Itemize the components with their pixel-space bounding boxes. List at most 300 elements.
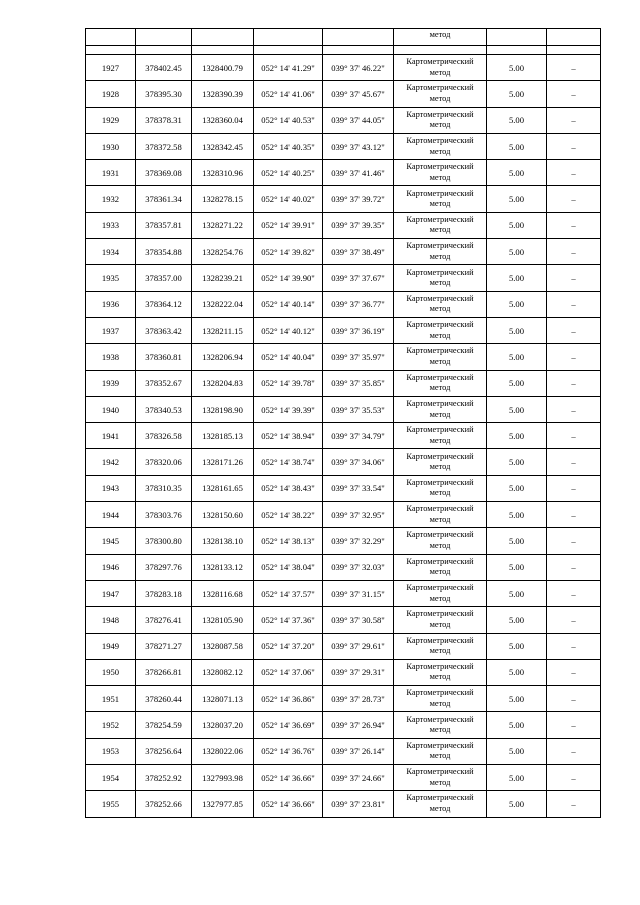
table-row xyxy=(86,81,601,107)
cell-empty xyxy=(547,29,601,46)
method-line-1: Картометрический xyxy=(406,635,474,645)
point-number-cell: 1944 xyxy=(86,502,136,528)
accuracy-cell: 5.00 xyxy=(487,344,547,370)
method-line-1: Картометрический xyxy=(406,793,474,803)
longitude-cell: 039° 37' 38.49" xyxy=(323,239,394,265)
method-line-1: Картометрический xyxy=(406,320,474,330)
note-cell: – xyxy=(547,160,601,186)
x-coordinate-cell: 378252.92 xyxy=(136,765,192,791)
latitude-cell: 052° 14' 37.57" xyxy=(254,580,323,606)
method-line-2: метод xyxy=(429,278,451,288)
table-row xyxy=(86,502,601,528)
method-line-1: Картометрический xyxy=(406,83,474,93)
latitude-cell: 052° 14' 36.66" xyxy=(254,765,323,791)
method-line-2: метод xyxy=(429,540,451,550)
accuracy-cell: 5.00 xyxy=(487,133,547,159)
method-cell xyxy=(394,160,487,186)
note-cell: – xyxy=(547,107,601,133)
x-coordinate-cell: 378252.66 xyxy=(136,791,192,817)
note-cell: – xyxy=(547,528,601,554)
method-cell xyxy=(394,291,487,317)
table-row xyxy=(86,344,601,370)
note-cell: – xyxy=(547,186,601,212)
accuracy-cell: 5.00 xyxy=(487,212,547,238)
method-line-1: Картометрический xyxy=(406,241,474,251)
note-cell: – xyxy=(547,449,601,475)
method-cell xyxy=(394,791,487,817)
note-cell: – xyxy=(547,317,601,343)
accuracy-cell: 5.00 xyxy=(487,659,547,685)
y-coordinate-cell: 1328185.13 xyxy=(192,423,254,449)
cell-empty xyxy=(86,46,136,55)
point-number-cell: 1937 xyxy=(86,317,136,343)
accuracy-cell: 5.00 xyxy=(487,554,547,580)
method-cell xyxy=(394,133,487,159)
method-line-1: Картометрический xyxy=(406,372,474,382)
accuracy-cell: 5.00 xyxy=(487,633,547,659)
method-line-2: метод xyxy=(429,225,451,235)
method-tail: метод xyxy=(394,29,487,46)
x-coordinate-cell: 378297.76 xyxy=(136,554,192,580)
x-coordinate-cell: 378310.35 xyxy=(136,475,192,501)
longitude-cell: 039° 37' 34.79" xyxy=(323,423,394,449)
accuracy-cell: 5.00 xyxy=(487,791,547,817)
y-coordinate-cell: 1328116.68 xyxy=(192,580,254,606)
table-row xyxy=(86,239,601,265)
longitude-cell: 039° 37' 28.73" xyxy=(323,686,394,712)
note-cell: – xyxy=(547,686,601,712)
y-coordinate-cell: 1328171.26 xyxy=(192,449,254,475)
latitude-cell: 052° 14' 40.04" xyxy=(254,344,323,370)
table-row xyxy=(86,212,601,238)
cell-empty xyxy=(136,46,192,55)
latitude-cell: 052° 14' 39.78" xyxy=(254,370,323,396)
longitude-cell: 039° 37' 37.67" xyxy=(323,265,394,291)
point-number-cell: 1953 xyxy=(86,738,136,764)
method-cell xyxy=(394,344,487,370)
table-row xyxy=(86,475,601,501)
method-line-2: метод xyxy=(429,67,451,77)
y-coordinate-cell: 1328390.39 xyxy=(192,81,254,107)
y-coordinate-cell: 1328037.20 xyxy=(192,712,254,738)
accuracy-cell: 5.00 xyxy=(487,239,547,265)
longitude-cell: 039° 37' 35.97" xyxy=(323,344,394,370)
longitude-cell: 039° 37' 30.58" xyxy=(323,607,394,633)
method-cell xyxy=(394,423,487,449)
longitude-cell: 039° 37' 39.35" xyxy=(323,212,394,238)
note-cell: – xyxy=(547,633,601,659)
point-number-cell: 1951 xyxy=(86,686,136,712)
accuracy-cell: 5.00 xyxy=(487,160,547,186)
x-coordinate-cell: 378402.45 xyxy=(136,55,192,81)
table-row xyxy=(86,291,601,317)
latitude-cell: 052° 14' 40.53" xyxy=(254,107,323,133)
x-coordinate-cell: 378378.31 xyxy=(136,107,192,133)
method-line-1: Картометрический xyxy=(406,399,474,408)
x-coordinate-cell: 378361.34 xyxy=(136,186,192,212)
accuracy-cell: 5.00 xyxy=(487,765,547,791)
method-line-1: Картометрический xyxy=(406,214,474,224)
method-line-1: Картометрический xyxy=(406,609,474,619)
point-number-cell: 1931 xyxy=(86,160,136,186)
method-cell xyxy=(394,370,487,396)
x-coordinate-cell: 378320.06 xyxy=(136,449,192,475)
longitude-cell: 039° 37' 45.67" xyxy=(323,81,394,107)
method-cell xyxy=(394,265,487,291)
note-cell: – xyxy=(547,55,601,81)
y-coordinate-cell: 1328278.15 xyxy=(192,186,254,212)
y-coordinate-cell: 1328198.90 xyxy=(192,396,254,422)
longitude-cell: 039° 37' 36.19" xyxy=(323,317,394,343)
method-cell xyxy=(394,712,487,738)
latitude-cell: 052° 14' 38.74" xyxy=(254,449,323,475)
latitude-cell: 052° 14' 39.91" xyxy=(254,212,323,238)
x-coordinate-cell: 378395.30 xyxy=(136,81,192,107)
y-coordinate-cell: 1328271.22 xyxy=(192,212,254,238)
latitude-cell: 052° 14' 39.90" xyxy=(254,265,323,291)
note-cell: – xyxy=(547,580,601,606)
table-row xyxy=(86,265,601,291)
accuracy-cell: 5.00 xyxy=(487,607,547,633)
method-line-1: Картометрический xyxy=(406,767,474,777)
method-cell xyxy=(394,686,487,712)
note-cell: – xyxy=(547,133,601,159)
x-coordinate-cell: 378276.41 xyxy=(136,607,192,633)
x-coordinate-cell: 378303.76 xyxy=(136,502,192,528)
method-line-1: Картометрический xyxy=(406,346,474,356)
method-cell xyxy=(394,502,487,528)
table-row xyxy=(86,396,601,422)
y-coordinate-cell: 1328206.94 xyxy=(192,344,254,370)
table-row xyxy=(86,580,601,606)
cell-empty xyxy=(86,29,136,46)
x-coordinate-cell: 378360.81 xyxy=(136,344,192,370)
method-cell xyxy=(394,738,487,764)
table-row xyxy=(86,659,601,685)
method-cell xyxy=(394,633,487,659)
latitude-cell: 052° 14' 38.13" xyxy=(254,528,323,554)
latitude-cell: 052° 14' 40.12" xyxy=(254,317,323,343)
method-cell xyxy=(394,317,487,343)
note-cell: – xyxy=(547,791,601,817)
x-coordinate-cell: 378352.67 xyxy=(136,370,192,396)
point-number-cell: 1935 xyxy=(86,265,136,291)
method-cell xyxy=(394,580,487,606)
point-number-cell: 1949 xyxy=(86,633,136,659)
table-row xyxy=(86,317,601,343)
method-line-1: Картометрический xyxy=(406,530,474,540)
latitude-cell: 052° 14' 37.36" xyxy=(254,607,323,633)
method-line-2: метод xyxy=(429,409,451,419)
method-line-1: Картометрический xyxy=(406,267,474,277)
y-coordinate-cell: 1328360.04 xyxy=(192,107,254,133)
method-cell xyxy=(394,554,487,580)
method-line-1: Картометрический xyxy=(406,583,474,593)
method-line-2: метод xyxy=(429,199,451,209)
latitude-cell: 052° 14' 39.39" xyxy=(254,396,323,422)
method-cell xyxy=(394,607,487,633)
table-row xyxy=(86,186,601,212)
latitude-cell: 052° 14' 37.20" xyxy=(254,633,323,659)
method-line-2: метод xyxy=(429,567,451,577)
accuracy-cell: 5.00 xyxy=(487,107,547,133)
accuracy-cell: 5.00 xyxy=(487,738,547,764)
latitude-cell: 052° 14' 40.14" xyxy=(254,291,323,317)
note-cell: – xyxy=(547,265,601,291)
point-number-cell: 1952 xyxy=(86,712,136,738)
y-coordinate-cell: 1328342.45 xyxy=(192,133,254,159)
cell-empty xyxy=(254,29,323,46)
method-line-2: метод xyxy=(429,646,451,656)
cell-empty xyxy=(192,46,254,55)
table-row xyxy=(86,528,601,554)
cell-empty xyxy=(487,29,547,46)
table-body xyxy=(86,29,601,818)
method-line-1: Картометрический xyxy=(406,714,474,724)
method-line-2: метод xyxy=(429,725,451,735)
cell-empty xyxy=(192,29,254,46)
x-coordinate-cell: 378357.00 xyxy=(136,265,192,291)
latitude-cell: 052° 14' 38.04" xyxy=(254,554,323,580)
longitude-cell: 039° 37' 31.15" xyxy=(323,580,394,606)
note-cell: – xyxy=(547,712,601,738)
longitude-cell: 039° 37' 41.46" xyxy=(323,160,394,186)
y-coordinate-cell: 1328133.12 xyxy=(192,554,254,580)
cell-empty xyxy=(547,46,601,55)
note-cell: – xyxy=(547,239,601,265)
y-coordinate-cell: 1328105.90 xyxy=(192,607,254,633)
y-coordinate-cell: 1328138.10 xyxy=(192,528,254,554)
latitude-cell: 052° 14' 38.94" xyxy=(254,423,323,449)
table-row xyxy=(86,133,601,159)
point-number-cell: 1942 xyxy=(86,449,136,475)
point-number-cell: 1943 xyxy=(86,475,136,501)
method-line-2: метод xyxy=(429,435,451,445)
longitude-cell: 039° 37' 35.85" xyxy=(323,370,394,396)
x-coordinate-cell: 378271.27 xyxy=(136,633,192,659)
note-cell: – xyxy=(547,81,601,107)
method-line-2: метод xyxy=(429,593,451,603)
point-number-cell: 1928 xyxy=(86,81,136,107)
y-coordinate-cell: 1328204.83 xyxy=(192,370,254,396)
y-coordinate-cell: 1328310.96 xyxy=(192,160,254,186)
method-line-2: метод xyxy=(429,462,451,472)
y-coordinate-cell: 1328150.60 xyxy=(192,502,254,528)
longitude-cell: 039° 37' 32.95" xyxy=(323,502,394,528)
note-cell: – xyxy=(547,212,601,238)
method-cell xyxy=(394,659,487,685)
point-number-cell: 1954 xyxy=(86,765,136,791)
note-cell: – xyxy=(547,475,601,501)
method-line-1: Картометрический xyxy=(406,740,474,750)
note-cell: – xyxy=(547,607,601,633)
method-cell xyxy=(394,765,487,791)
point-number-cell: 1955 xyxy=(86,791,136,817)
x-coordinate-cell: 378354.88 xyxy=(136,239,192,265)
method-line-2: метод xyxy=(429,330,451,340)
accuracy-cell: 5.00 xyxy=(487,580,547,606)
spacer-row xyxy=(86,46,601,55)
y-coordinate-cell: 1328071.13 xyxy=(192,686,254,712)
y-coordinate-cell: 1328082.12 xyxy=(192,659,254,685)
y-coordinate-cell: 1328022.06 xyxy=(192,738,254,764)
point-number-cell: 1950 xyxy=(86,659,136,685)
method-line-1: Картометрический xyxy=(406,162,474,172)
y-coordinate-cell: 1328161.65 xyxy=(192,475,254,501)
x-coordinate-cell: 378326.58 xyxy=(136,423,192,449)
accuracy-cell: 5.00 xyxy=(487,528,547,554)
y-coordinate-cell: 1328400.79 xyxy=(192,55,254,81)
accuracy-cell: 5.00 xyxy=(487,423,547,449)
table-row xyxy=(86,607,601,633)
method-line-2: метод xyxy=(429,304,451,314)
method-cell xyxy=(394,81,487,107)
y-coordinate-cell: 1327993.98 xyxy=(192,765,254,791)
method-cell xyxy=(394,239,487,265)
latitude-cell: 052° 14' 36.66" xyxy=(254,791,323,817)
x-coordinate-cell: 378254.59 xyxy=(136,712,192,738)
latitude-cell: 052° 14' 41.29" xyxy=(254,55,323,81)
point-number-cell: 1945 xyxy=(86,528,136,554)
longitude-cell: 039° 37' 33.54" xyxy=(323,475,394,501)
accuracy-cell: 5.00 xyxy=(487,81,547,107)
accuracy-cell: 5.00 xyxy=(487,55,547,81)
x-coordinate-cell: 378260.44 xyxy=(136,686,192,712)
longitude-cell: 039° 37' 34.06" xyxy=(323,449,394,475)
method-line-1: Картометрический xyxy=(406,136,474,146)
longitude-cell: 039° 37' 44.05" xyxy=(323,107,394,133)
point-number-cell: 1930 xyxy=(86,133,136,159)
point-number-cell: 1940 xyxy=(86,396,136,422)
cell-empty xyxy=(487,46,547,55)
method-line-2: метод xyxy=(429,251,451,261)
longitude-cell: 039° 37' 26.14" xyxy=(323,738,394,764)
table-row xyxy=(86,712,601,738)
note-cell: – xyxy=(547,423,601,449)
accuracy-cell: 5.00 xyxy=(487,502,547,528)
table-row xyxy=(86,633,601,659)
latitude-cell: 052° 14' 38.43" xyxy=(254,475,323,501)
method-line-2: метод xyxy=(429,120,451,130)
method-line-1: Картометрический xyxy=(406,451,474,461)
method-line-1: Картометрический xyxy=(406,293,474,303)
accuracy-cell: 5.00 xyxy=(487,686,547,712)
longitude-cell: 039° 37' 32.03" xyxy=(323,554,394,580)
longitude-cell: 039° 37' 35.53" xyxy=(323,396,394,422)
cell-empty xyxy=(136,29,192,46)
method-cell xyxy=(394,396,487,422)
y-coordinate-cell: 1328239.21 xyxy=(192,265,254,291)
y-coordinate-cell: 1328087.58 xyxy=(192,633,254,659)
x-coordinate-cell: 378364.12 xyxy=(136,291,192,317)
latitude-cell: 052° 14' 40.02" xyxy=(254,186,323,212)
method-cell xyxy=(394,212,487,238)
latitude-cell: 052° 14' 40.25" xyxy=(254,160,323,186)
point-number-cell: 1948 xyxy=(86,607,136,633)
method-line-2: метод xyxy=(429,803,451,813)
y-coordinate-cell: 1328222.04 xyxy=(192,291,254,317)
table-row xyxy=(86,738,601,764)
latitude-cell: 052° 14' 36.69" xyxy=(254,712,323,738)
point-number-cell: 1932 xyxy=(86,186,136,212)
point-number-cell: 1929 xyxy=(86,107,136,133)
method-line-1: Картометрический xyxy=(406,425,474,435)
method-cell xyxy=(394,528,487,554)
note-cell: – xyxy=(547,765,601,791)
method-line-1: Картометрический xyxy=(406,688,474,698)
note-cell: – xyxy=(547,370,601,396)
longitude-cell: 039° 37' 23.81" xyxy=(323,791,394,817)
latitude-cell: 052° 14' 36.86" xyxy=(254,686,323,712)
accuracy-cell: 5.00 xyxy=(487,475,547,501)
longitude-cell: 039° 37' 24.66" xyxy=(323,765,394,791)
continued-row-fragment xyxy=(86,29,601,46)
method-line-2: метод xyxy=(429,488,451,498)
y-coordinate-cell: 1328211.15 xyxy=(192,317,254,343)
x-coordinate-cell: 378300.80 xyxy=(136,528,192,554)
method-cell xyxy=(394,55,487,81)
table-row xyxy=(86,686,601,712)
method-line-1: Картометрический xyxy=(406,109,474,119)
method-line-1: Картометрический xyxy=(406,188,474,198)
method-line-1: Картометрический xyxy=(406,661,474,671)
accuracy-cell: 5.00 xyxy=(487,396,547,422)
table-row xyxy=(86,370,601,396)
longitude-cell: 039° 37' 39.72" xyxy=(323,186,394,212)
method-cell xyxy=(394,107,487,133)
point-number-cell: 1941 xyxy=(86,423,136,449)
x-coordinate-cell: 378340.53 xyxy=(136,396,192,422)
accuracy-cell: 5.00 xyxy=(487,265,547,291)
table-row xyxy=(86,107,601,133)
accuracy-cell: 5.00 xyxy=(487,449,547,475)
x-coordinate-cell: 378372.58 xyxy=(136,133,192,159)
point-number-cell: 1938 xyxy=(86,344,136,370)
accuracy-cell: 5.00 xyxy=(487,712,547,738)
x-coordinate-cell: 378266.81 xyxy=(136,659,192,685)
cell-empty xyxy=(254,46,323,55)
method-line-2: метод xyxy=(429,698,451,708)
y-coordinate-cell: 1328254.76 xyxy=(192,239,254,265)
cell-empty xyxy=(323,46,394,55)
method-line-2: метод xyxy=(429,672,451,682)
method-line-2: метод xyxy=(429,751,451,761)
x-coordinate-cell: 378256.64 xyxy=(136,738,192,764)
latitude-cell: 052° 14' 36.76" xyxy=(254,738,323,764)
note-cell: – xyxy=(547,291,601,317)
point-number-cell: 1933 xyxy=(86,212,136,238)
table-row xyxy=(86,55,601,81)
method-line-1: Картометрический xyxy=(406,477,474,487)
method-cell xyxy=(394,186,487,212)
y-coordinate-cell: 1327977.85 xyxy=(192,791,254,817)
method-line-2: метод xyxy=(429,619,451,629)
note-cell: – xyxy=(547,554,601,580)
table-row xyxy=(86,765,601,791)
latitude-cell: 052° 14' 37.06" xyxy=(254,659,323,685)
method-line-2: метод xyxy=(429,356,451,366)
latitude-cell: 052° 14' 41.06" xyxy=(254,81,323,107)
method-line-1: Картометрический xyxy=(406,57,474,67)
point-number-cell: 1939 xyxy=(86,370,136,396)
longitude-cell: 039° 37' 29.31" xyxy=(323,659,394,685)
method-line-2: метод xyxy=(429,93,451,103)
accuracy-cell: 5.00 xyxy=(487,186,547,212)
cell-empty xyxy=(323,29,394,46)
latitude-cell: 052° 14' 40.35" xyxy=(254,133,323,159)
coordinates-table xyxy=(85,28,601,818)
point-number-cell: 1927 xyxy=(86,55,136,81)
